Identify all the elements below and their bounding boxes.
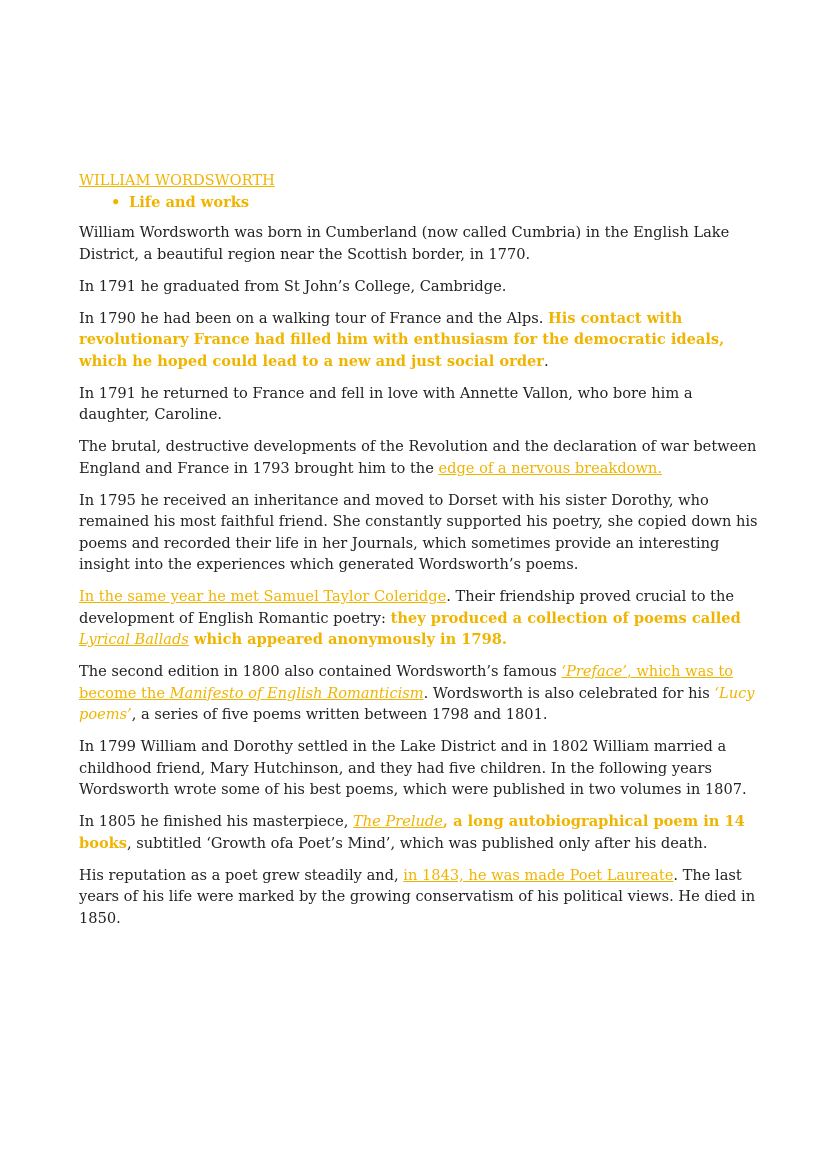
- text: , a series of five poems written between 1798 and 1801.: [131, 706, 548, 723]
- highlight-text: In the same year he met Samuel Taylor Coleridge: [79, 588, 447, 605]
- highlight-text: they produced a collection of poems called: [390, 609, 741, 627]
- text: , subtitled ‘Growth ofa Poet’s Mind’, which was published only after his death.: [127, 834, 708, 852]
- paragraph-france-tour: [79, 308, 759, 373]
- text: His reputation as a poet grew steadily and,: [79, 866, 404, 884]
- paragraph-prelude: [79, 811, 759, 854]
- text: The brutal, destructive developments of the Revolution and the declaration of war between England and France in 1793 brought him to the: [79, 438, 757, 477]
- highlight-text: edge of a nervous breakdown.: [438, 459, 662, 477]
- text: In 1791 he returned to France and fell in love with Annette Vallon, who bore him a daughter, Caroline.: [79, 384, 693, 423]
- highlight-text: ,: [442, 813, 454, 830]
- paragraph-coleridge: [79, 586, 759, 651]
- paragraph-dorset: [79, 490, 759, 576]
- highlight-text: ‘Preface’: [561, 663, 628, 680]
- paragraph-revolution: [79, 436, 759, 479]
- text: In 1799 William and Dorothy settled in the Lake District and in 1802 William married a childhood friend, Mary Hutchinson, and they had five children. In the following years Wordsworth wrote some of his best poems, which were published in two volumes in 1807.: [79, 738, 747, 798]
- highlight-text: a long autobiographical poem in 14 books: [79, 813, 745, 852]
- highlight-text: which appeared anonymously in 1798.: [188, 631, 507, 648]
- section-heading: Life and works: [129, 194, 250, 211]
- document-title: WILLIAM WORDSWORTH: [79, 172, 275, 189]
- highlight-text: ,: [627, 663, 637, 680]
- paragraph-annette: [79, 383, 759, 426]
- highlight-text: His contact with revolutionary France had filled him with enthusiasm for the democratic ideals, which he hoped could lead to a new and just social order: [79, 309, 725, 370]
- highlight-text: Manifesto of English Romanticism: [169, 684, 424, 702]
- text: .: [544, 352, 549, 370]
- text: In 1795 he received an inheritance and moved to Dorset with his sister Dorothy, who remained his most faithful friend. She constantly supported his poetry, she copied down his poems and recorded their life in her Journals, which sometimes provide an interesting insight into the experiences which generated Wordsworth’s poems.: [79, 491, 758, 573]
- section-bullet: [111, 192, 249, 214]
- text: The second edition in 1800 also contained Wordsworth’s famous: [79, 663, 562, 680]
- bullet-dot-icon: •: [111, 194, 121, 211]
- highlight-text: in 1843, he was made Poet Laureate: [403, 866, 674, 884]
- paragraph-birth: [79, 222, 759, 265]
- text: . Their friendship proved crucial to the development of English Romantic poetry:: [79, 588, 735, 627]
- highlight-text: The Prelude: [353, 813, 443, 830]
- paragraph-laureate: [79, 865, 759, 930]
- highlight-text: ‘Lucy poems’: [79, 684, 755, 723]
- text: In 1790 he had been on a walking tour of France and the Alps.: [79, 309, 548, 327]
- text: . The last years of his life were marked by the growing conservatism of his political views. He died in 1850.: [79, 866, 756, 927]
- highlight-text: Lyrical Ballads: [79, 631, 189, 648]
- document-body: [79, 222, 759, 940]
- text: William Wordsworth was born in Cumberland (now called Cumbria) in the English Lake District, a beautiful region near the Scottish border, in 1770.: [79, 224, 730, 263]
- text: . Wordsworth is also celebrated for his: [423, 684, 715, 702]
- text: In 1791 he graduated from St John’s College, Cambridge.: [79, 277, 507, 295]
- paragraph-preface: [79, 661, 759, 726]
- highlight-text: which was to become the: [79, 663, 734, 702]
- paragraph-lake-district: [79, 736, 759, 801]
- paragraph-college: [79, 276, 759, 298]
- text: In 1805 he finished his masterpiece,: [79, 813, 353, 830]
